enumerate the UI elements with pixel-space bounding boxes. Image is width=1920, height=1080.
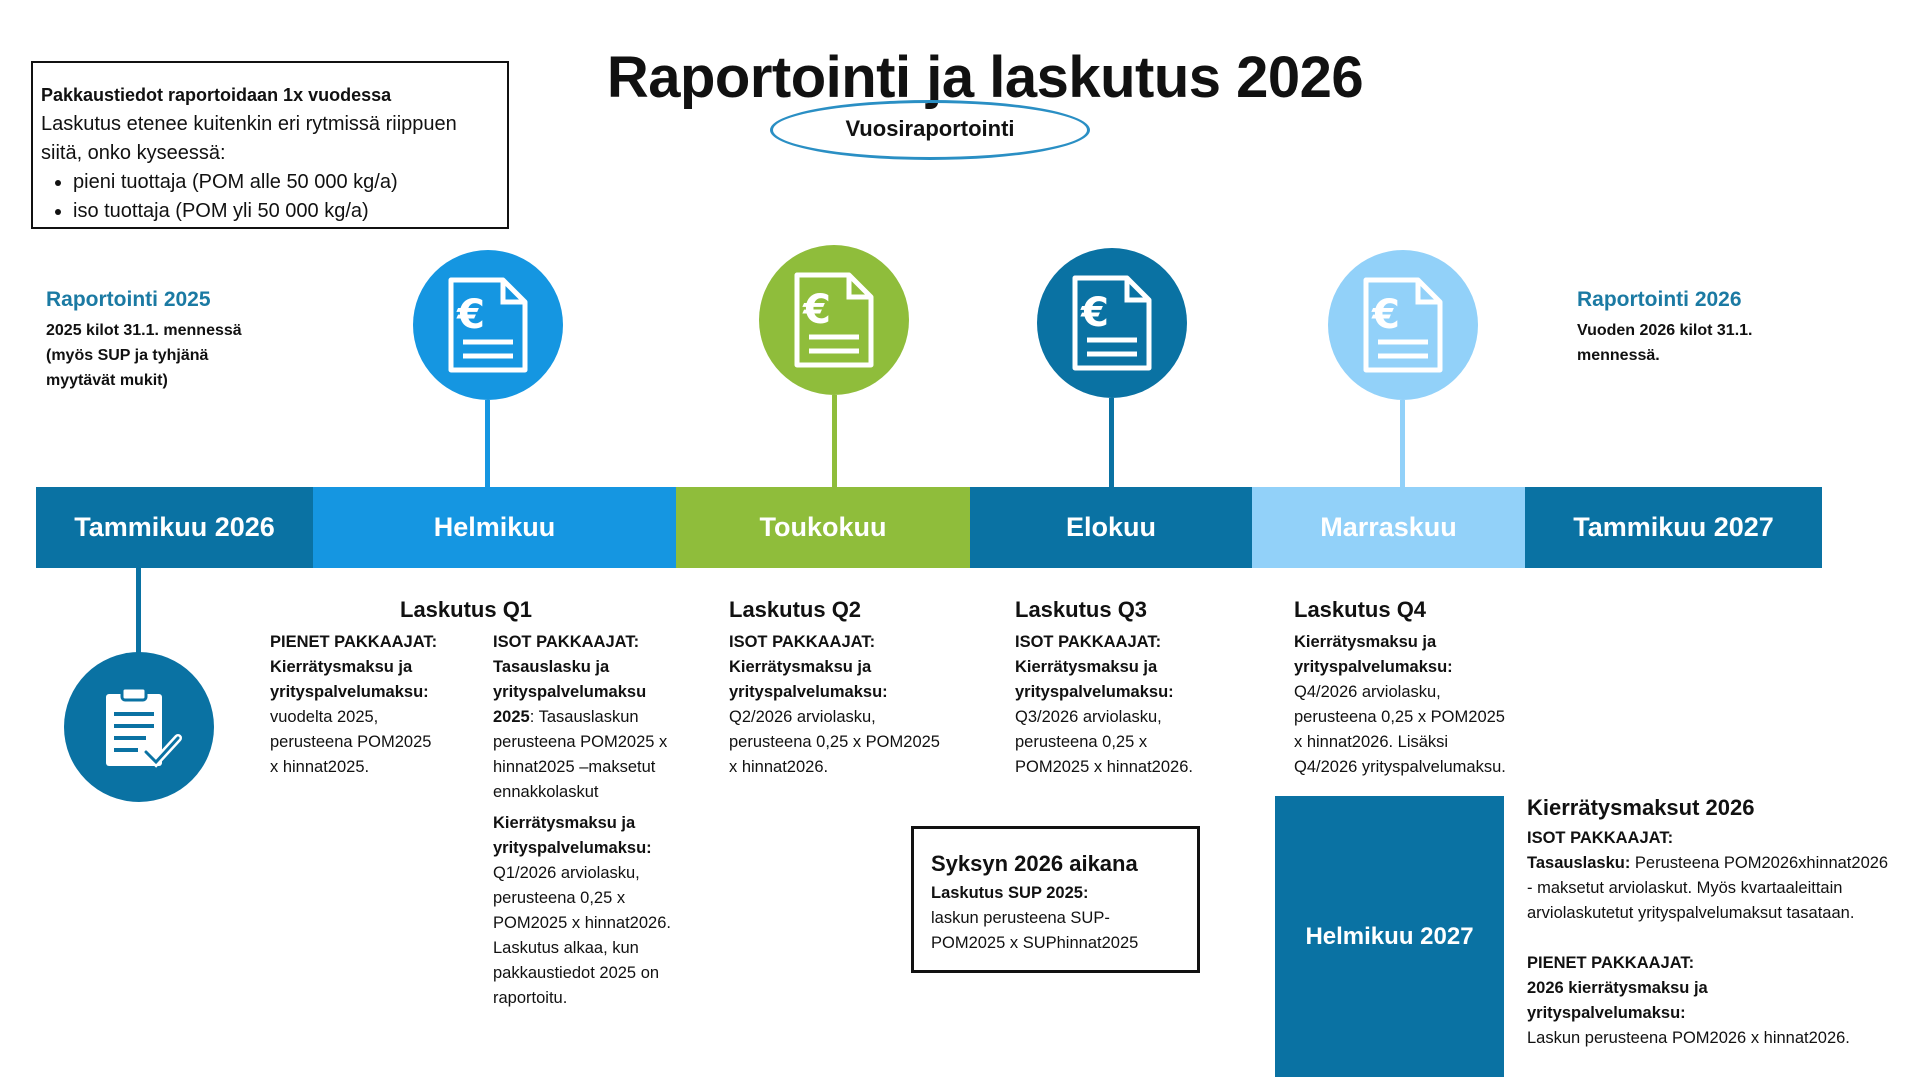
q2-body: Q2/2026 arviolasku, xyxy=(729,708,876,726)
info-bullet-large: • iso tuottaja (POM yli 50 000 kg/a) xyxy=(73,197,507,226)
euro-invoice-icon xyxy=(413,250,563,400)
timeline-segment-tammikuu-2026: Tammikuu 2026 xyxy=(36,487,313,568)
q3-body: perusteena 0,25 x xyxy=(1015,733,1148,751)
info-text: Laskutus etenee kuitenkin eri rytmissä riippuen siitä, onko kyseessä: xyxy=(41,113,457,164)
q1-large-body: : Tasauslaskun xyxy=(529,708,639,726)
q1-large-body: hinnat2025 –maksetut xyxy=(493,758,656,776)
timeline-segment-toukokuu: Toukokuu xyxy=(676,487,970,568)
timeline-connector xyxy=(832,395,837,487)
report-2026-text xyxy=(1577,318,1752,368)
q1-small-body: vuodelta 2025, xyxy=(270,708,379,726)
euro-invoice-icon xyxy=(1037,248,1187,398)
q2-title: Laskutus Q2 xyxy=(729,597,862,622)
q1-large-body2: pakkaustiedot 2025 on xyxy=(493,964,660,982)
svg-text:€: € xyxy=(803,287,831,333)
q1-large-body: ennakkolaskut xyxy=(493,783,599,801)
q2-head: yrityspalvelumaksu: xyxy=(729,683,888,701)
report-2025-line: myytävät mukit) xyxy=(46,372,168,389)
report-2025-line: 2025 kilot 31.1. mennessä xyxy=(46,322,242,339)
sup-head: Laskutus SUP 2025: xyxy=(931,884,1089,902)
q2-text xyxy=(729,630,959,780)
q4-head: yrityspalvelumaksu: xyxy=(1294,658,1453,676)
sup-body: laskun perusteena SUP- xyxy=(931,909,1110,927)
report-2025-text xyxy=(46,318,242,393)
euro-invoice-icon xyxy=(759,245,909,395)
feb2027-small-head: PIENET PAKKAAJAT: xyxy=(1527,954,1695,972)
report-2026-title: Raportointi 2026 xyxy=(1577,288,1742,311)
helmikuu-2027-block: Helmikuu 2027 xyxy=(1275,796,1504,1077)
page-title: Raportointi ja laskutus 2026 xyxy=(606,45,1364,110)
q2-body: x hinnat2026. xyxy=(729,758,829,776)
q1-title: Laskutus Q1 xyxy=(400,597,533,622)
report-2025-line: (myös SUP ja tyhjänä xyxy=(46,347,209,364)
q3-body: POM2025 x hinnat2026. xyxy=(1015,758,1193,776)
info-heading: Pakkaustiedot raportoidaan 1x vuodessa xyxy=(41,85,392,105)
q1-large-head: Tasauslasku ja xyxy=(493,658,610,676)
q1-large-line xyxy=(493,705,693,730)
timeline-connector xyxy=(1400,400,1405,487)
report-2025 xyxy=(46,288,242,393)
info-box xyxy=(31,61,509,229)
q1-small-body: x hinnat2025. xyxy=(270,758,370,776)
svg-text:€: € xyxy=(1081,290,1109,336)
q1-small-producers xyxy=(270,630,480,780)
q3-head: yrityspalvelumaksu: xyxy=(1015,683,1174,701)
feb2027-small-body: Laskun perusteena POM2026 x hinnat2026. xyxy=(1527,1029,1850,1047)
q2-head: ISOT PAKKAAJAT: xyxy=(729,633,876,651)
feb2027-small-head: 2026 kierrätysmaksu ja xyxy=(1527,979,1708,997)
sup-body: POM2025 x SUPhinnat2025 xyxy=(931,934,1139,952)
q1-large-body2: POM2025 x hinnat2026. xyxy=(493,914,671,932)
report-2026-line: Vuoden 2026 kilot 31.1. xyxy=(1577,322,1753,339)
q1-large-head: yrityspalvelumaksu xyxy=(493,683,647,701)
q1-large-year: 2025 xyxy=(493,708,530,726)
timeline-segment-elokuu: Elokuu xyxy=(970,487,1252,568)
euro-invoice-icon xyxy=(1328,250,1478,400)
report-2025-title: Raportointi 2025 xyxy=(46,288,211,311)
feb2027-large-lead: Tasauslasku: xyxy=(1527,854,1631,872)
info-list xyxy=(41,168,507,226)
sup-title: Syksyn 2026 aikana xyxy=(931,851,1138,876)
feb2027-small-head: yrityspalvelumaksu: xyxy=(1527,1004,1686,1022)
q1-large-body2: Q1/2026 arviolasku, xyxy=(493,864,640,882)
q1-large-head2: yrityspalvelumaksu: xyxy=(493,839,652,857)
svg-text:€: € xyxy=(457,292,485,338)
feb2027-text xyxy=(1527,826,1912,1051)
feb2027-title: Kierrätysmaksut 2026 xyxy=(1527,795,1755,820)
timeline-connector xyxy=(485,400,490,487)
timeline-segment-helmikuu: Helmikuu xyxy=(313,487,676,568)
timeline-connector xyxy=(1109,398,1114,487)
timeline-segment-tammikuu-2027: Tammikuu 2027 xyxy=(1525,487,1822,568)
report-2026 xyxy=(1577,288,1752,368)
q4-body: Q4/2026 yrityspalvelumaksu. xyxy=(1294,758,1506,776)
q1-large-body2: perusteena 0,25 x xyxy=(493,889,626,907)
sup-billing-box xyxy=(911,826,1200,973)
timeline-connector xyxy=(136,568,141,658)
q2-head: Kierrätysmaksu ja xyxy=(729,658,872,676)
q1-small-body: perusteena POM2025 xyxy=(270,733,432,751)
q1-large-producers xyxy=(493,630,693,1011)
feb2027-large-body: Perusteena POM2026xhinnat2026 xyxy=(1630,854,1889,872)
q4-body: Q4/2026 arviolasku, xyxy=(1294,683,1441,701)
q4-body: x hinnat2026. Lisäksi xyxy=(1294,733,1449,751)
feb2027-large-body: arviolaskutetut yrityspalvelumaksut tasataan. xyxy=(1527,904,1855,922)
q2-body: perusteena 0,25 x POM2025 xyxy=(729,733,940,751)
q3-head: Kierrätysmaksu ja xyxy=(1015,658,1158,676)
q1-large-head2: Kierrätysmaksu ja xyxy=(493,814,636,832)
timeline-bar xyxy=(36,487,1822,568)
q1-large-head: ISOT PAKKAAJAT: xyxy=(493,633,640,651)
q1-large-body: perusteena POM2025 x xyxy=(493,733,668,751)
q3-text xyxy=(1015,630,1225,780)
q4-text xyxy=(1294,630,1544,780)
q3-body: Q3/2026 arviolasku, xyxy=(1015,708,1162,726)
q4-head: Kierrätysmaksu ja xyxy=(1294,633,1437,651)
q1-small-head: PIENET PAKKAAJAT: xyxy=(270,633,438,651)
svg-text:€: € xyxy=(1372,292,1400,338)
q4-title: Laskutus Q4 xyxy=(1294,597,1427,622)
q1-small-head: Kierrätysmaksu ja xyxy=(270,658,413,676)
info-bullet-small: • pieni tuottaja (POM alle 50 000 kg/a) xyxy=(73,168,507,197)
q3-title: Laskutus Q3 xyxy=(1015,597,1148,622)
subtitle-label: Vuosiraportointi xyxy=(845,116,1015,141)
report-2026-line: mennessä. xyxy=(1577,347,1660,364)
feb2027-large-body: - maksetut arviolaskut. Myös kvartaaleittain xyxy=(1527,879,1843,897)
feb2027-large-line xyxy=(1527,851,1912,876)
q1-large-body2: raportoitu. xyxy=(493,989,568,1007)
q1-small-head: yrityspalvelumaksu: xyxy=(270,683,429,701)
q3-head: ISOT PAKKAAJAT: xyxy=(1015,633,1162,651)
q4-body: perusteena 0,25 x POM2025 xyxy=(1294,708,1505,726)
feb2027-large-head: ISOT PAKKAAJAT: xyxy=(1527,829,1674,847)
clipboard-check-icon xyxy=(64,652,214,802)
q1-large-body2: Laskutus alkaa, kun xyxy=(493,939,639,957)
timeline-segment-marraskuu: Marraskuu xyxy=(1252,487,1525,568)
